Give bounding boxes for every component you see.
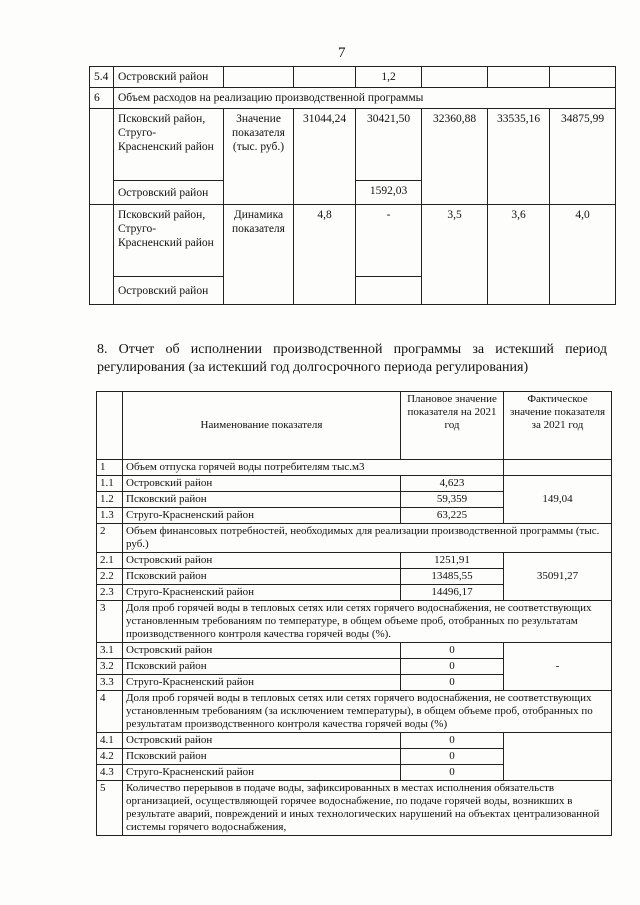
table-row bbox=[90, 88, 616, 109]
fact-value: 35091,27 bbox=[504, 553, 612, 601]
fact-value: - bbox=[504, 643, 612, 691]
value-cell: 3,5 bbox=[422, 205, 488, 305]
report-table bbox=[96, 391, 612, 836]
indicator-label: Значение показателя (тыс. руб.) bbox=[224, 109, 294, 205]
header-plan: Плановое значение показателя на 2021 год bbox=[401, 392, 504, 460]
row-number: 6 bbox=[90, 88, 114, 109]
section-heading: 8. Отчет об исполнении производственной программы за истекший период регулирования (за истекший год долгосрочного периода регулирования) bbox=[97, 342, 607, 375]
page-number: 7 bbox=[338, 45, 346, 61]
region-label: Псковский район, Струго-Красненский район bbox=[114, 109, 224, 181]
row-title: Объем расходов на реализацию производственной программы bbox=[114, 88, 616, 109]
table-row: 4.2 Псковский район 0 bbox=[97, 749, 612, 765]
table-row: 4.1 Островский район 0 bbox=[97, 733, 612, 749]
header-name: Наименование показателя bbox=[123, 392, 401, 460]
table-row: 1.1 Островский район 4,623 149,04 bbox=[97, 476, 612, 492]
table-row bbox=[90, 67, 616, 88]
region-label: Псковский район, Струго-Красненский район bbox=[114, 205, 224, 277]
table-row: 1.3 Струго-Красненский район 63,225 bbox=[97, 508, 612, 524]
row-number: 5.4 bbox=[90, 67, 114, 88]
region-label: Островский район bbox=[114, 277, 224, 305]
table-row: 4 Доля проб горячей воды в тепловых сетях или сетях горячего водоснабжения, не соответствующих установленным требованиям (за исключением температуры), в общем объеме проб, отобранных по результатам производственного контроля качества горячей воды (%) bbox=[97, 691, 612, 733]
table-header-row bbox=[97, 392, 612, 460]
table-row: 2.3 Струго-Красненский район 14496,17 bbox=[97, 585, 612, 601]
value-cell: 1,2 bbox=[356, 67, 422, 88]
table-row: 2.1 Островский район 1251,91 35091,27 bbox=[97, 553, 612, 569]
table-row: 3.3 Струго-Красненский район 0 bbox=[97, 675, 612, 691]
value-cell: 33535,16 bbox=[488, 109, 550, 205]
value-cell: 1592,03 bbox=[356, 181, 422, 205]
table-row: 2.2 Псковский район 13485,55 bbox=[97, 569, 612, 585]
indicator-label: Динамика показателя bbox=[224, 205, 294, 305]
value-cell: 31044,24 bbox=[294, 109, 356, 205]
table-row: 1 Объем отпуска горячей воды потребителям тыс.м3 bbox=[97, 460, 612, 476]
value-cell: 4,8 bbox=[294, 205, 356, 305]
value-cell: 32360,88 bbox=[422, 109, 488, 205]
table-row bbox=[90, 109, 616, 181]
header-fact: Фактическое значение показателя за 2021 год bbox=[504, 392, 612, 460]
table-row: 2 Объем финансовых потребностей, необходимых для реализации производственной программы (тыс. руб.) bbox=[97, 524, 612, 553]
table-row: 3.2 Псковский район 0 bbox=[97, 659, 612, 675]
value-cell: 34875,99 bbox=[550, 109, 616, 205]
fact-value: 149,04 bbox=[504, 476, 612, 524]
table-row: 3 Доля проб горячей воды в тепловых сетях или сетях горячего водоснабжения, не соответствующих установленным требованиям по температуре, в общем объеме проб, отобранных по результатам производственного контроля качества горячей воды (%). bbox=[97, 601, 612, 643]
value-cell: - bbox=[356, 205, 422, 277]
expenses-table bbox=[89, 66, 616, 305]
table-row: 5 Количество перерывов в подаче воды, зафиксированных в местах исполнения обязательств организацией, осуществляющей горячее водоснабжение, по подаче горячей воды, возникших в результате аварий, повреждений и иных технологических нарушений на объектах централизованной системы горячего водоснабжения, bbox=[97, 781, 612, 836]
region-label: Островский район bbox=[114, 181, 224, 205]
value-cell: 30421,50 bbox=[356, 109, 422, 181]
table-row bbox=[90, 205, 616, 277]
region-label: Островский район bbox=[114, 67, 224, 88]
value-cell: 3,6 bbox=[488, 205, 550, 305]
value-cell: 4,0 bbox=[550, 205, 616, 305]
table-row: 3.1 Островский район 0 - bbox=[97, 643, 612, 659]
table-row: 1.2 Псковский район 59,359 bbox=[97, 492, 612, 508]
table-row: 4.3 Струго-Красненский район 0 bbox=[97, 765, 612, 781]
